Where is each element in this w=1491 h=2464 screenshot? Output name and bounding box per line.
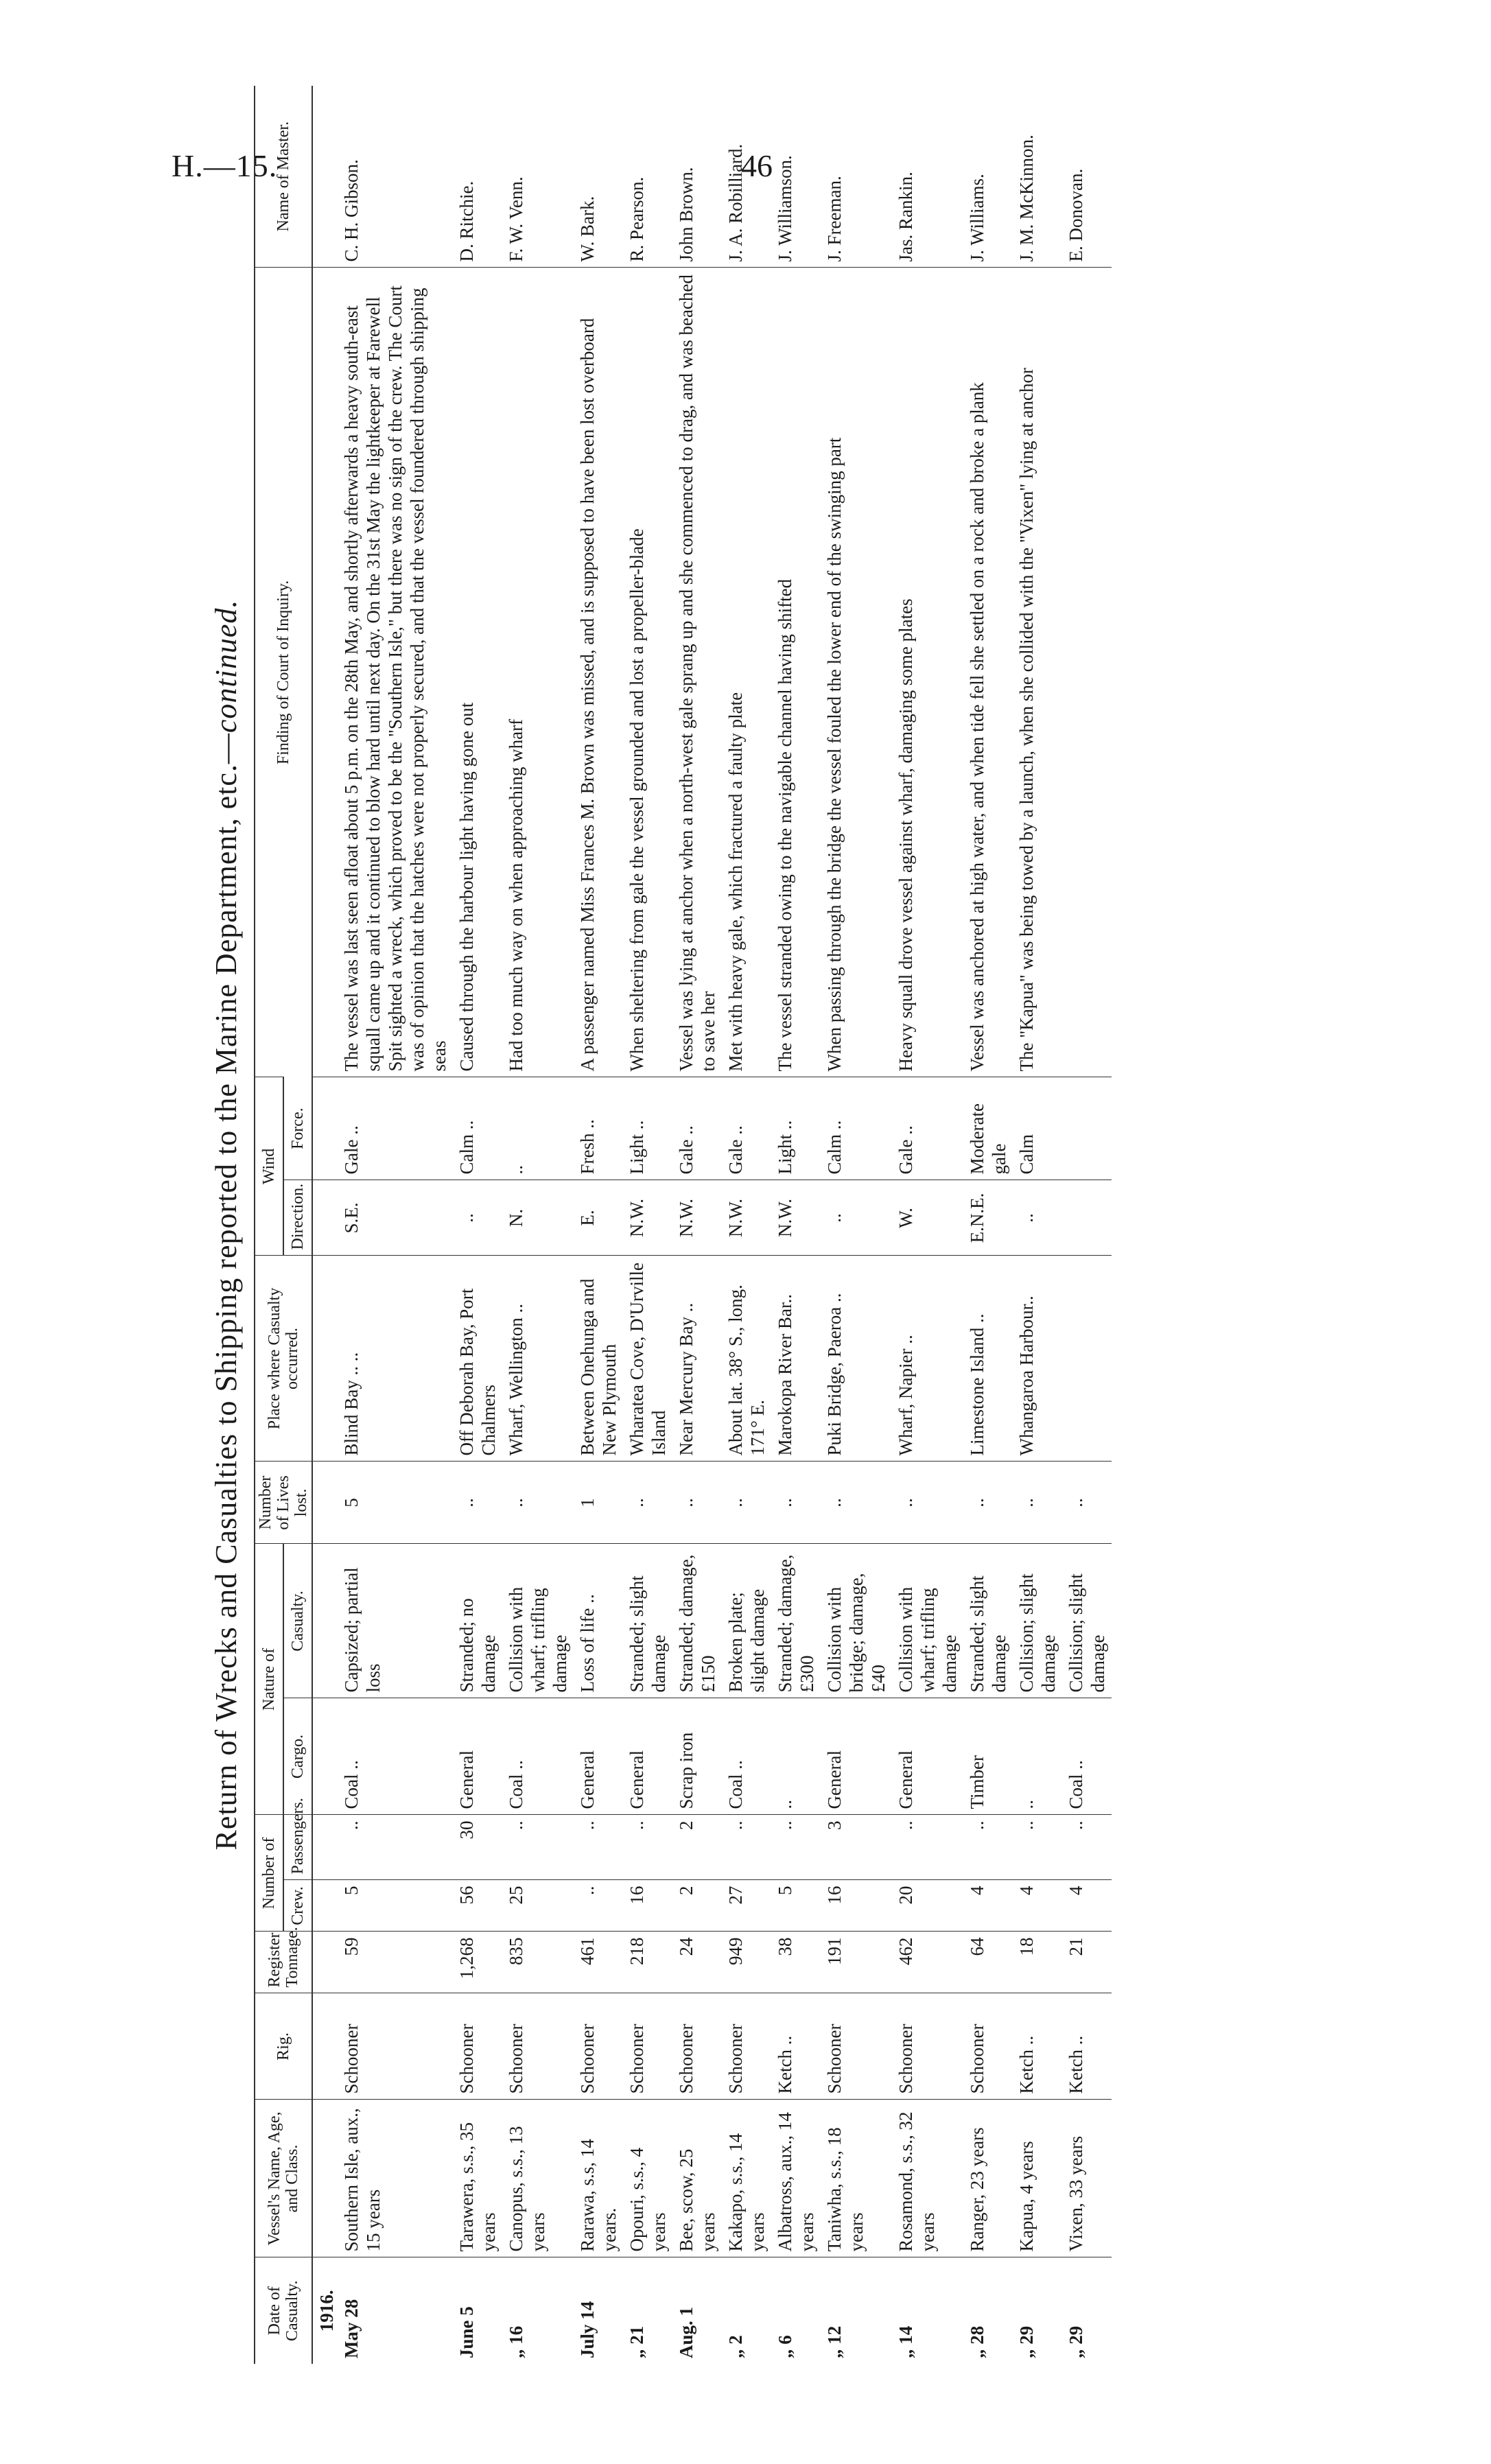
row-place: About lat. 38° S., long. 171° E. [722, 1256, 771, 1462]
table-row [821, 86, 892, 2364]
col-master: Name of Master. [255, 86, 312, 268]
row-force: Calm .. [821, 1077, 892, 1180]
row-tonnage: 18 [1013, 1932, 1062, 1993]
row-casualty: Collision with wharf; trifling damage [502, 1544, 574, 1698]
table-row [623, 86, 672, 2364]
table-row [963, 86, 1013, 2364]
row-vessel: Ranger, 23 years [963, 2100, 1013, 2257]
table-row [1062, 86, 1112, 2364]
year-label: 1916. [312, 2257, 338, 2364]
row-place: Wharatea Cove, D'Urville Island [623, 1256, 672, 1462]
row-vessel: Tarawera, s.s., 35 years [453, 2100, 502, 2257]
row-casualty: Collision with bridge; damage, £40 [821, 1544, 892, 1698]
row-finding: The vessel stranded owing to the navigable channel having shifted [771, 268, 821, 1077]
row-direction: E.N.E. [963, 1180, 1013, 1256]
row-rig: Schooner [672, 1993, 722, 2100]
row-casualty: Stranded; damage, £300 [771, 1544, 821, 1698]
title-main: Return of Wrecks and Casualties to Shipping reported to the Marine Department, etc.— [209, 733, 243, 1851]
row-direction: W. [892, 1180, 963, 1256]
row-passengers: .. [771, 1815, 821, 1880]
row-rig: Ketch .. [1013, 1993, 1062, 2100]
row-vessel: Taniwha, s.s., 18 years [821, 2100, 892, 2257]
row-passengers: .. [1062, 1815, 1112, 1880]
row-finding: Caused through the harbour light having gone out [453, 268, 502, 1077]
row-lives: 5 [338, 1462, 453, 1544]
row-passengers: .. [502, 1815, 574, 1880]
row-rig: Schooner [502, 1993, 574, 2100]
col-date: Date of Casualty. [255, 2257, 312, 2364]
table-row [892, 86, 963, 2364]
row-place: Wharf, Napier .. [892, 1256, 963, 1462]
row-tonnage: 38 [771, 1932, 821, 1993]
row-lives: .. [892, 1462, 963, 1544]
row-finding: Had too much way on when approaching wharf [502, 268, 574, 1077]
row-finding: Vessel was lying at anchor when a north-west gale sprang up and she commenced to drag, and was beached to save her [672, 268, 722, 1077]
col-direction: Direction. [283, 1180, 312, 1256]
row-tonnage: 59 [338, 1932, 453, 1993]
row-vessel: Vixen, 33 years [1062, 2100, 1112, 2257]
col-vessel: Vessel's Name, Age, and Class. [255, 2100, 312, 2257]
row-cargo: .. [1013, 1698, 1062, 1815]
row-casualty: Stranded; damage, £150 [672, 1544, 722, 1698]
row-master: E. Donovan. [1066, 168, 1086, 262]
row-vessel: Canopus, s.s., 13 years [502, 2100, 574, 2257]
table-row [453, 86, 502, 2364]
row-place: Limestone Island .. [963, 1256, 1013, 1462]
row-crew: 4 [1062, 1880, 1112, 1932]
row-rig: Schooner [821, 1993, 892, 2100]
row-date: „ 29 [1013, 2257, 1062, 2364]
row-force: Moderate gale [963, 1077, 1013, 1180]
row-lives: .. [623, 1462, 672, 1544]
row-lives: .. [1062, 1462, 1112, 1544]
row-place: Wharf, Wellington .. [502, 1256, 574, 1462]
document-reference: H.—15. [172, 148, 278, 183]
col-place: Place where Casualty occurred. [255, 1256, 312, 1462]
row-place: Near Mercury Bay .. [672, 1256, 722, 1462]
row-date: May 28 [338, 2257, 453, 2364]
row-casualty: Stranded; slight damage [623, 1544, 672, 1698]
row-cargo: General [623, 1698, 672, 1815]
row-date: July 14 [574, 2257, 623, 2364]
row-force: Fresh .. [574, 1077, 623, 1180]
row-date: „ 29 [1062, 2257, 1112, 2364]
row-force: Calm [1013, 1077, 1062, 1180]
row-crew: 2 [672, 1880, 722, 1932]
col-force: Force. [283, 1077, 312, 1180]
casualty-table [254, 86, 1112, 2364]
row-lives: .. [821, 1462, 892, 1544]
row-date: „ 12 [821, 2257, 892, 2364]
row-vessel: Southern Isle, aux., 15 years [338, 2100, 453, 2257]
row-force: .. [502, 1077, 574, 1180]
col-wind: Wind [255, 1077, 283, 1256]
row-tonnage: 218 [623, 1932, 672, 1993]
row-lives: .. [771, 1462, 821, 1544]
row-cargo: Coal .. [338, 1698, 453, 1815]
row-crew: 5 [771, 1880, 821, 1932]
row-master: J. Williamson. [775, 155, 795, 262]
row-force: Calm .. [453, 1077, 502, 1180]
table-row [1013, 86, 1062, 2364]
row-crew: 16 [821, 1880, 892, 1932]
row-crew: 5 [338, 1880, 453, 1932]
rotated-table-block [206, 86, 1372, 2364]
row-tonnage: 949 [722, 1932, 771, 1993]
year-row [312, 86, 338, 2364]
row-lives: .. [722, 1462, 771, 1544]
row-vessel: Albatross, aux., 14 years [771, 2100, 821, 2257]
row-vessel: Opouri, s.s., 4 years [623, 2100, 672, 2257]
row-cargo: General [892, 1698, 963, 1815]
col-tonnage: Register Tonnage. [255, 1932, 312, 1993]
row-date: „ 2 [722, 2257, 771, 2364]
row-rig: Schooner [722, 1993, 771, 2100]
row-cargo: General [574, 1698, 623, 1815]
row-casualty: Stranded; no damage [453, 1544, 502, 1698]
row-force: Light .. [771, 1077, 821, 1180]
row-direction: N. [502, 1180, 574, 1256]
row-casualty: Stranded; slight damage [963, 1544, 1013, 1698]
row-vessel: Rosamond, s.s., 32 years [892, 2100, 963, 2257]
col-crew: Crew. [283, 1880, 312, 1932]
row-lives: .. [453, 1462, 502, 1544]
row-master: Jas. Rankin. [895, 172, 916, 262]
col-lives: Number of Lives lost. [255, 1462, 312, 1544]
row-lives: .. [1013, 1462, 1062, 1544]
row-passengers: .. [1013, 1815, 1062, 1880]
row-crew: 56 [453, 1880, 502, 1932]
table-row [672, 86, 722, 2364]
row-crew: .. [574, 1880, 623, 1932]
row-passengers: 3 [821, 1815, 892, 1880]
table-row [722, 86, 771, 2364]
row-crew: 25 [502, 1880, 574, 1932]
row-place [1062, 1256, 1112, 1462]
row-rig: Schooner [623, 1993, 672, 2100]
row-force [1062, 1077, 1112, 1180]
row-direction: .. [821, 1180, 892, 1256]
row-tonnage: 191 [821, 1932, 892, 1993]
row-crew: 20 [892, 1880, 963, 1932]
row-rig: Schooner [963, 1993, 1013, 2100]
row-direction: E. [574, 1180, 623, 1256]
row-place: Blind Bay .. .. [338, 1256, 453, 1462]
row-casualty: Broken plate; slight damage [722, 1544, 771, 1698]
row-casualty: Collision; slight damage [1062, 1544, 1112, 1698]
row-lives: .. [672, 1462, 722, 1544]
row-tonnage: 1,268 [453, 1932, 502, 1993]
col-rig: Rig. [255, 1993, 312, 2100]
row-date: „ 6 [771, 2257, 821, 2364]
row-lives: .. [963, 1462, 1013, 1544]
col-cargo: Cargo. [283, 1698, 312, 1815]
row-passengers: .. [338, 1815, 453, 1880]
row-passengers: 30 [453, 1815, 502, 1880]
row-cargo: Timber [963, 1698, 1013, 1815]
row-direction: N.W. [623, 1180, 672, 1256]
row-master: J. Freeman. [824, 176, 845, 262]
page-number: 46 [741, 148, 773, 183]
row-passengers: .. [892, 1815, 963, 1880]
col-number-of: Number of [255, 1815, 283, 1932]
row-cargo: Scrap iron [672, 1698, 722, 1815]
row-date: „ 28 [963, 2257, 1013, 2364]
row-passengers: .. [623, 1815, 672, 1880]
row-date: June 5 [453, 2257, 502, 2364]
row-cargo: Coal .. [1062, 1698, 1112, 1815]
row-passengers: .. [722, 1815, 771, 1880]
col-passengers: Passengers. [283, 1815, 312, 1880]
row-crew: 4 [1013, 1880, 1062, 1932]
row-master: F. W. Venn. [506, 176, 526, 262]
row-cargo: Coal .. [722, 1698, 771, 1815]
table-row [574, 86, 623, 2364]
row-force: Light .. [623, 1077, 672, 1180]
row-finding: Met with heavy gale, which fractured a faulty plate [722, 268, 771, 1077]
col-casualty: Casualty. [283, 1544, 312, 1698]
row-master: D. Ritchie. [456, 180, 477, 262]
row-finding [1062, 268, 1112, 1077]
row-date: „ 16 [502, 2257, 574, 2364]
row-cargo: .. [771, 1698, 821, 1815]
row-vessel: Kapua, 4 years [1013, 2100, 1062, 2257]
row-finding: Vessel was anchored at high water, and when tide fell she settled on a rock and broke a plank [963, 268, 1013, 1077]
row-rig: Schooner [338, 1993, 453, 2100]
row-master: W. Bark. [577, 196, 598, 262]
row-passengers: .. [574, 1815, 623, 1880]
row-casualty: Collision; slight damage [1013, 1544, 1062, 1698]
row-direction: .. [453, 1180, 502, 1256]
row-direction: N.W. [672, 1180, 722, 1256]
row-force: Gale .. [672, 1077, 722, 1180]
row-direction: N.W. [722, 1180, 771, 1256]
row-tonnage: 462 [892, 1932, 963, 1993]
row-master: R. Pearson. [626, 176, 647, 262]
row-passengers: .. [963, 1815, 1013, 1880]
row-crew: 4 [963, 1880, 1013, 1932]
row-rig: Ketch .. [771, 1993, 821, 2100]
row-cargo: General [453, 1698, 502, 1815]
row-tonnage: 835 [502, 1932, 574, 1993]
row-master: C. H. Gibson. [341, 159, 362, 262]
row-cargo: General [821, 1698, 892, 1815]
row-place: Between Onehunga and New Plymouth [574, 1256, 623, 1462]
col-nature-of: Nature of [255, 1544, 283, 1815]
row-finding: The "Kapua" was being towed by a launch, when she collided with the "Vixen" lying at anchor [1013, 268, 1062, 1077]
row-tonnage: 461 [574, 1932, 623, 1993]
row-place: Marokopa River Bar.. [771, 1256, 821, 1462]
row-direction [1062, 1180, 1112, 1256]
row-date: „ 14 [892, 2257, 963, 2364]
row-force: Gale .. [722, 1077, 771, 1180]
row-cargo: Coal .. [502, 1698, 574, 1815]
row-crew: 27 [722, 1880, 771, 1932]
row-master: J. A. Robilliard. [725, 143, 746, 262]
row-force: Gale .. [338, 1077, 453, 1180]
row-finding: Heavy squall drove vessel against wharf, damaging some plates [892, 268, 963, 1077]
row-date: Aug. 1 [672, 2257, 722, 2364]
row-lives: 1 [574, 1462, 623, 1544]
row-direction: N.W. [771, 1180, 821, 1256]
row-place: Whangaroa Harbour.. [1013, 1256, 1062, 1462]
row-finding: When passing through the bridge the vessel fouled the lower end of the swinging part [821, 268, 892, 1077]
row-tonnage: 21 [1062, 1932, 1112, 1993]
table-row [771, 86, 821, 2364]
row-vessel: Rarawa, s.s, 14 years. [574, 2100, 623, 2257]
row-place: Puki Bridge, Paeroa .. [821, 1256, 892, 1462]
row-passengers: 2 [672, 1815, 722, 1880]
row-crew: 16 [623, 1880, 672, 1932]
row-master: John Brown. [676, 167, 696, 262]
row-tonnage: 64 [963, 1932, 1013, 1993]
row-force: Gale .. [892, 1077, 963, 1180]
row-date: „ 21 [623, 2257, 672, 2364]
row-casualty: Loss of life .. [574, 1544, 623, 1698]
row-direction: S.E. [338, 1180, 453, 1256]
title-continued: continued. [209, 599, 243, 734]
row-master: J. Williams. [967, 174, 987, 262]
row-casualty: Capsized; partial loss [338, 1544, 453, 1698]
row-tonnage: 24 [672, 1932, 722, 1993]
row-finding: A passenger named Miss Frances M. Brown was missed, and is supposed to have been lost overboard [574, 268, 623, 1077]
row-rig: Schooner [574, 1993, 623, 2100]
row-finding: The vessel was last seen afloat about 5 p.m. on the 28th May, and shortly afterwards a heavy south-east squall came up and it continued to blow hard until next day. On the 31st May the lightkeeper at Farewell Spit sighted a wreck, which proved to be the "Southern Isle," but there was no sign of the crew. The Court was of opinion that the hatches were not properly secured, and that the vessel foundered through shipping seas [338, 268, 453, 1077]
row-lives: .. [502, 1462, 574, 1544]
row-finding: When sheltering from gale the vessel grounded and lost a propeller-blade [623, 268, 672, 1077]
row-rig: Ketch .. [1062, 1993, 1112, 2100]
row-master: J. M. McKinnon. [1016, 134, 1037, 262]
row-direction: .. [1013, 1180, 1062, 1256]
row-rig: Schooner [453, 1993, 502, 2100]
row-rig: Schooner [892, 1993, 963, 2100]
row-vessel: Bee, scow, 25 years [672, 2100, 722, 2257]
row-place: Off Deborah Bay, Port Chalmers [453, 1256, 502, 1462]
table-row [502, 86, 574, 2364]
table-title [206, 86, 247, 2364]
row-vessel: Kakapo, s.s., 14 years [722, 2100, 771, 2257]
table-row [338, 86, 453, 2364]
col-finding: Finding of Court of Inquiry. [255, 268, 312, 1077]
row-casualty: Collision with wharf; trifling damage [892, 1544, 963, 1698]
